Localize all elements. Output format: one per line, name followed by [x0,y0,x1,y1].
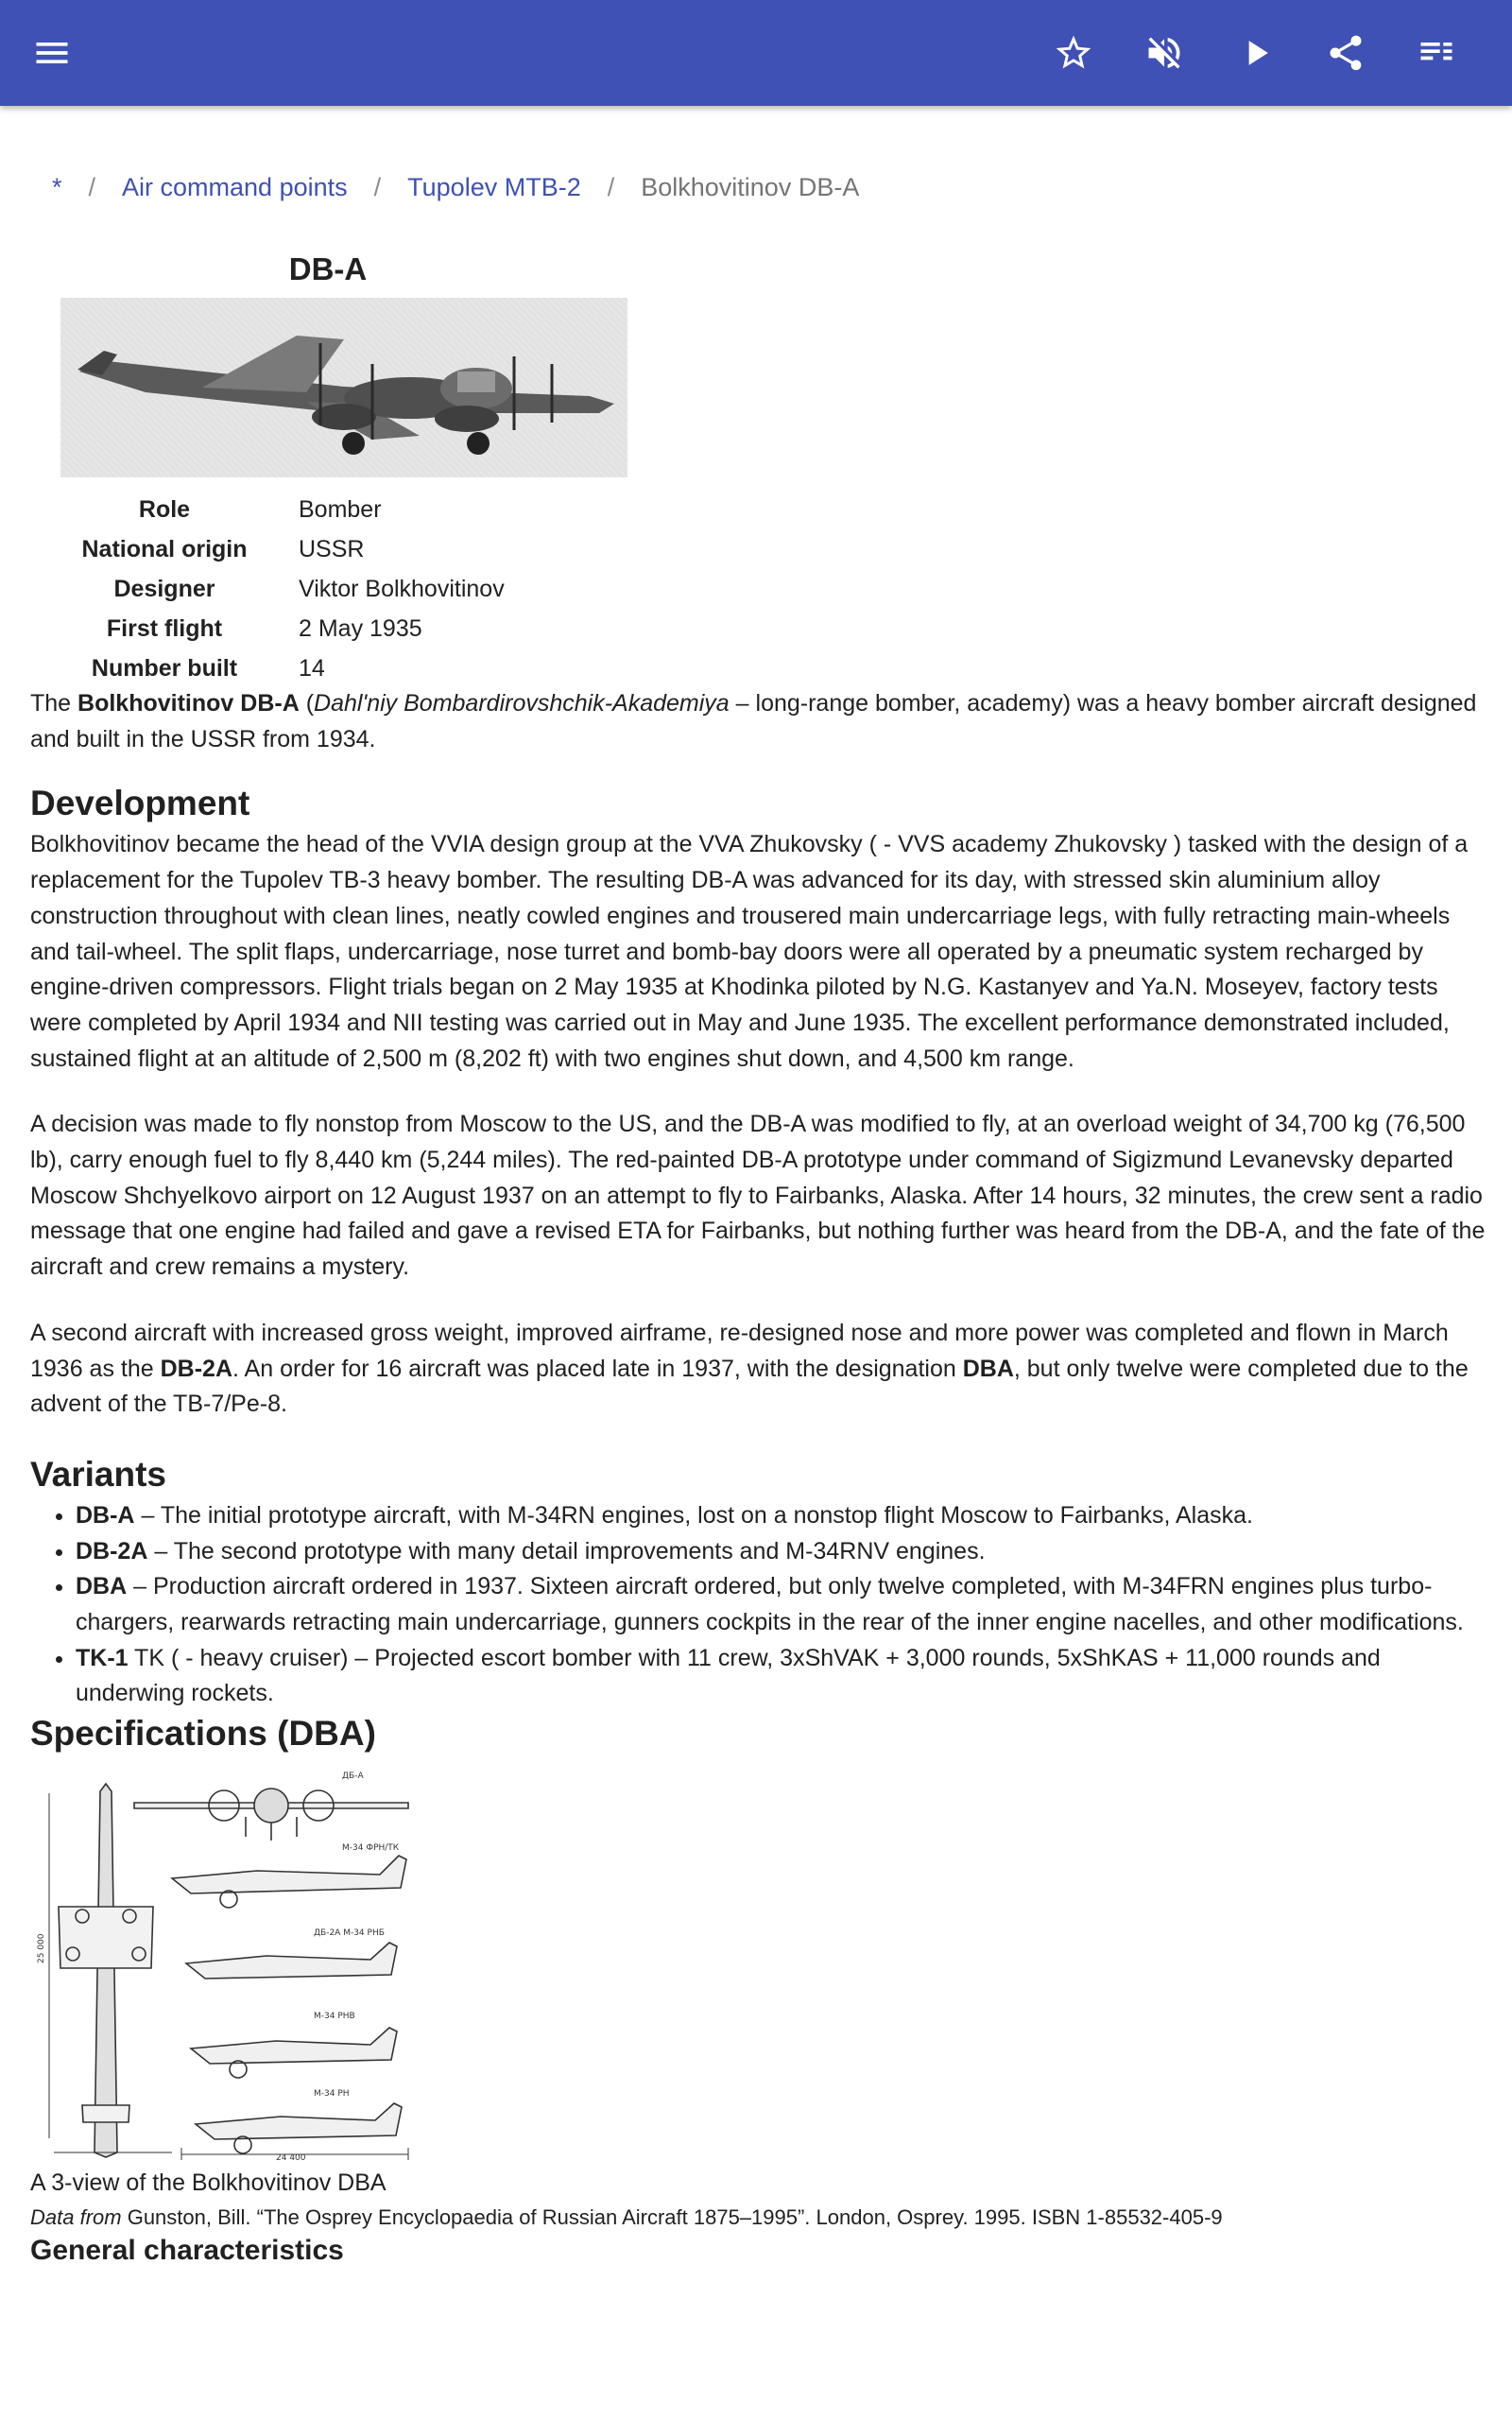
data-source [30,2202,1486,2234]
table-of-contents-button[interactable] [1408,25,1465,81]
infobox-value: 2 May 1935 [299,615,422,643]
menu-icon [31,32,73,74]
breadcrumb-separator: / [88,173,96,201]
list-item [76,1641,1486,1712]
variants-heading: Variants [30,1454,166,1494]
infobox-key: National origin [81,536,248,563]
play-icon [1235,32,1277,74]
share-button[interactable] [1317,25,1374,81]
development-paragraph-1: Bolkhovitinov became the head of the VVIA design group at the VVA Zhukovsky ( - VVS academy Zhukovsky ) tasked with the design of a replacement for the Tupolev TB-3 heavy bomber. The resulting DB-A was advanced for its day, with stressed skin aluminium alloy construction throughout with clean lines, neatly cowled engines and trousered main undercarriage legs, with fully retracting main-wheels and tail-wheel. The split flaps, undercarriage, nose turret and bomb-bay doors were all operated by a pneumatic system recharged by engine-driven compressors. Flight trials began on 2 May 1935 at Khodinka piloted by N.G. Kastanyev and Ya.N. Moseyev, factory tests were completed by April 1934 and NII testing was carried out in May and June 1935. The excellent performance demonstrated included, sustained flight at an altitude of 2,500 m (8,202 ft) with two engines shut down, and 4,500 km range. [30,831,1469,1072]
intro-text: ( [299,690,315,717]
paragraph-text: A second aircraft with increased gross weight, improved airframe, re-designed nose and more power was completed and flown in March 1936 as the [30,1319,1449,1382]
infobox-value: 14 [299,655,325,683]
source-label: Data from [30,2204,122,2229]
menu-button[interactable] [24,25,80,81]
infobox-title: DB-A [288,251,368,286]
three-view-caption: A 3-view of the Bolkhovitinov DBA [30,2169,387,2197]
play-button[interactable] [1228,25,1284,81]
variant-name: DB-2A [76,1537,148,1564]
intro-italic: Dahl'niy Bombardirovshchik-Akademiya [314,690,730,717]
infobox [30,241,627,689]
list-item [76,1498,1486,1534]
aircraft-photo-drawing [60,298,627,477]
drawing-label: М-34 ФРН/ТК [342,1843,400,1854]
mute-icon [1143,32,1185,74]
infobox-row [30,530,505,570]
infobox-row [30,649,505,689]
infobox-row [30,610,505,649]
star-icon [1053,32,1094,74]
variant-name: DB-A [76,1501,135,1529]
intro-text: The [30,690,78,717]
bookmark-button[interactable] [1045,25,1102,81]
development-paragraph-3 [30,1316,1486,1423]
breadcrumb [52,170,859,204]
drawing-label: 24 400 [276,2153,306,2163]
article-content [30,241,1486,2268]
breadcrumb-current: Bolkhovitinov DB-A [641,173,860,201]
development-paragraph-2: A decision was made to fly nonstop from Moscow to the US, and the DB-A was modified to fly, at an overload weight of 34,700 kg (76,500 lb), carry enough fuel to fly 8,440 km (5,244 miles). The red-painted DB-A prototype under command of Sigizmund Levanevsky departed Moscow Shchyelkovo airport on 12 August 1937 on an attempt to fly to Fairbanks, Alaska. After 14 hours, 32 minutes, the crew sent a radio message that one engine had failed and gave a revised ETA for Fairbanks, but nothing further was heard from the DB-A, and the fate of the aircraft and crew remains a mystery. [30,1111,1486,1281]
development-heading: Development [30,784,250,823]
breadcrumb-tupolev-mtb2-link[interactable]: Tupolev MTB-2 [407,173,581,201]
variants-list [30,1498,1486,1712]
variant-description: TK ( - heavy cruiser) – Projected escort bomber with 11 crew, 3xShVAK + 3,000 rounds, 5xShKAS + 11,000 rounds and underwing rockets. [76,1644,1381,1707]
infobox-key: Number built [91,655,238,683]
infobox-table [30,491,505,689]
infobox-row [30,491,505,530]
intro-text: – long-range bomber, academy) was a heavy bomber aircraft designed and built in the USSR from 1934. [30,690,1477,752]
three-view-drawing-art [30,1765,437,2162]
drawing-label: 25 000 [37,1933,46,1964]
list-item [76,1534,1486,1570]
intro-paragraph [30,686,1486,757]
infobox-key: Role [138,496,191,524]
infobox-value: USSR [299,536,365,563]
variant-description: – Production aircraft ordered in 1937. Sixteen aircraft ordered, but only twelve completed, with M-34FRN engines plus turbo-chargers, rearwards retracting main undercarriage, gunners cockpits in the rear of the inner engine nacelles, and other modifications. [76,1573,1464,1636]
paragraph-text: , but only twelve were completed due to the advent of the TB-7/Pe-8. [30,1355,1469,1418]
app-bar [0,0,1512,106]
list-item [76,1569,1486,1640]
share-icon [1325,32,1366,74]
breadcrumb-separator: / [607,173,615,201]
infobox-key: Designer [113,576,215,603]
breadcrumb-air-command-points-link[interactable]: Air command points [122,173,348,201]
drawing-label: ДБ-А [342,1772,364,1782]
paragraph-bold: DBA [962,1355,1014,1382]
specifications-heading: Specifications (DBA) [30,1714,376,1754]
drawing-label: М-34 РНВ [314,2012,355,2022]
variant-description: – The second prototype with many detail improvements and M-34RNV engines. [147,1537,986,1564]
variant-name: DBA [76,1573,128,1600]
mute-button[interactable] [1136,25,1193,81]
aircraft-photo[interactable] [60,298,627,477]
infobox-row [30,570,505,610]
paragraph-bold: DB-2A [160,1355,233,1382]
three-view-drawing[interactable] [30,1765,437,2162]
playlist-icon [1416,32,1457,74]
intro-bold: Bolkhovitinov DB-A [77,690,300,717]
paragraph-text: . An order for 16 aircraft was placed late in 1937, with the designation [232,1355,963,1382]
drawing-label: ДБ-2А М-34 РНБ [314,1928,385,1939]
drawing-label: М-34 РН [314,2089,350,2100]
infobox-value: Bomber [299,496,382,524]
infobox-value: Viktor Bolkhovitinov [299,576,505,603]
breadcrumb-separator: / [373,173,382,201]
source-citation: Gunston, Bill. “The Osprey Encyclopaedia of Russian Aircraft 1875–1995”. London, Osprey. 1995. ISBN 1-85532-405-9 [121,2204,1223,2229]
infobox-key: First flight [106,615,223,643]
general-characteristics-heading: General characteristics [30,2234,344,2266]
variant-name: TK-1 [76,1644,129,1671]
variant-description: – The initial prototype aircraft, with M-34RN engines, lost on a nonstop flight Moscow to Fairbanks, Alaska. [134,1501,1253,1529]
breadcrumb-home-link[interactable]: * [52,173,62,201]
